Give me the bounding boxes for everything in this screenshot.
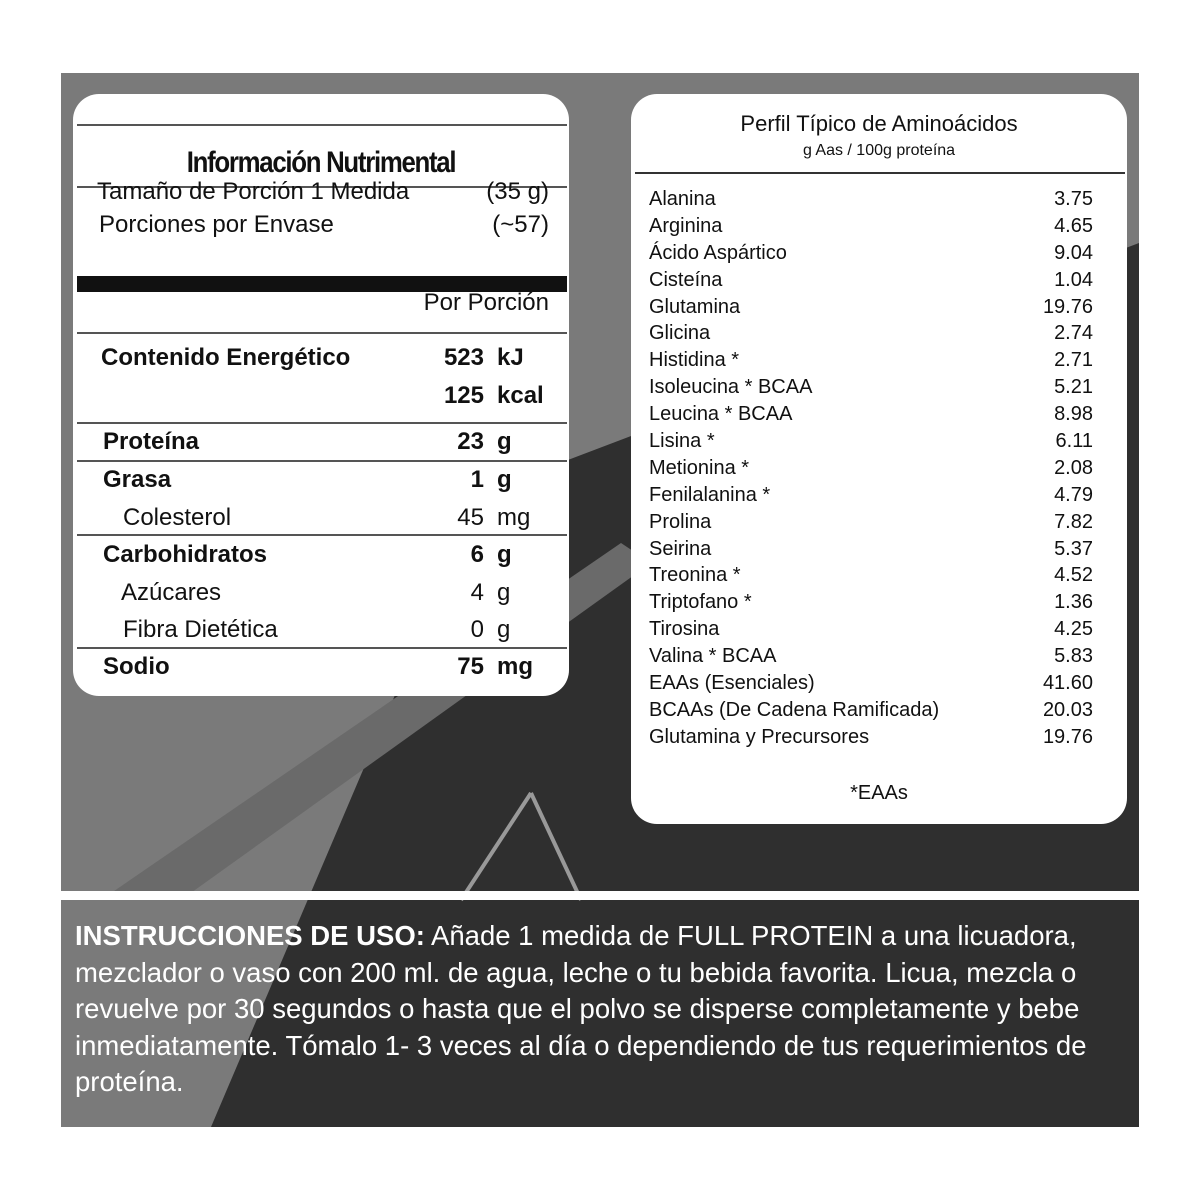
amino-acid-value: 5.83 [1054,645,1093,668]
nutrient-unit: g [497,428,512,455]
amino-acid-name: Arginina [649,214,723,237]
nutrient-unit: g [497,466,512,493]
nutrient-amount: 125 [443,382,484,409]
nutrition-facts-card [73,94,569,696]
divider [77,124,567,126]
usage-instructions [61,900,1139,1127]
amino-acid-value: 5.21 [1054,376,1093,399]
amino-acid-name: Leucina * BCAA [649,403,793,426]
divider-stripe [61,891,1139,900]
nutrient-label-fat: Grasa [103,466,172,493]
nutrient-unit: kJ [497,344,524,371]
amino-acid-row [649,643,1093,670]
amino-acid-profile-card [631,94,1127,824]
amino-acid-row [649,536,1093,563]
nutrient-label-fiber: Fibra Dietética [123,616,278,643]
nutrient-label-sugars: Azúcares [121,579,222,606]
amino-acid-name: Glutamina [649,295,741,318]
amino-acid-name: Treonina * [649,564,741,587]
amino-acid-value: 2.08 [1054,456,1093,479]
amino-acid-name: EAAs (Esenciales) [649,672,815,695]
amino-acid-row [649,428,1093,455]
amino-acid-value: 4.52 [1054,564,1093,587]
amino-footnote: *EAAs [850,782,908,804]
nutrition-title: Información Nutrimental [186,146,456,179]
serving-size-label: Tamaño de Porción 1 Medida [97,178,410,205]
instructions-text: Añade 1 medida de FULL PROTEIN a una licuadora, mezclador o vaso con 200 ml. de agua, leche o tu bebida favorita. Licua, mezcla o revuelve por 30 segundos o hasta que el polvo se disperse completamente y bebe inmediatamente. Tómalo 1- 3 veces al día o dependiendo de tus requerimientos de proteína. [75,920,1087,1097]
amino-acid-value: 4.79 [1054,483,1093,506]
instructions-heading: INSTRUCCIONES DE USO: [75,920,425,951]
nutrient-unit: g [497,579,511,606]
amino-acid-value: 4.65 [1054,214,1093,237]
nutrient-amount: 523 [443,344,484,371]
amino-acid-row [649,670,1093,697]
nutrient-label-protein: Proteína [103,428,200,455]
amino-acid-row [649,186,1093,213]
background-panel [61,73,1139,1127]
amino-acid-value: 20.03 [1042,698,1093,721]
amino-acid-value: 3.75 [1054,188,1093,210]
amino-acid-value: 1.04 [1054,268,1093,291]
amino-acid-row [649,374,1093,401]
amino-acid-value: 4.25 [1054,618,1093,641]
amino-acid-value: 2.74 [1054,322,1093,345]
amino-subtitle: g Aas / 100g proteína [802,142,956,159]
amino-acid-name: Cisteína [649,268,723,291]
amino-acid-name: Prolina [649,510,712,533]
amino-acid-value: 5.37 [1054,537,1093,560]
divider [77,332,567,334]
amino-acid-row [649,616,1093,643]
amino-acid-value: 19.76 [1042,725,1093,748]
amino-acid-name: Glicina [649,322,711,345]
nutrient-amount: 1 [470,466,484,493]
nutrient-amount: 45 [457,504,484,531]
nutrient-label-energy: Contenido Energético [101,344,351,371]
amino-acid-value: 1.36 [1054,591,1093,614]
nutrient-unit: mg [497,653,533,680]
nutrient-unit: g [497,616,511,643]
amino-acid-row [649,294,1093,321]
amino-acid-row [649,347,1093,374]
amino-acid-name: Isoleucina * BCAA [649,376,813,399]
nutrient-amount: 23 [457,428,484,455]
amino-acid-row [649,240,1093,267]
instructions-paragraph [75,918,1125,1101]
divider [77,534,567,536]
divider [635,172,1125,174]
amino-acid-list [649,186,1093,751]
amino-acid-name: Tirosina [649,618,720,641]
amino-acid-name: Fenilalanina * [649,483,771,506]
nutrient-amount: 0 [470,616,484,643]
divider [77,422,567,424]
amino-acid-row [649,482,1093,509]
nutrient-unit: mg [497,504,531,531]
amino-acid-value: 41.60 [1042,672,1093,695]
per-serving-header: Por Porción [423,289,549,316]
amino-acid-name: BCAAs (De Cadena Ramificada) [649,698,940,721]
amino-acid-name: Triptofano * [649,591,752,614]
amino-acid-value: 19.76 [1042,295,1093,318]
amino-acid-row [649,509,1093,536]
amino-title: Perfil Típico de Aminoácidos [740,111,1018,136]
amino-acid-row [649,589,1093,616]
amino-acid-row [649,401,1093,428]
nutrient-unit: kcal [497,382,544,409]
nutrient-unit: g [497,541,512,568]
amino-acid-row [649,724,1093,751]
nutrient-label-sodium: Sodio [103,653,170,680]
amino-acid-name: Alanina [649,188,716,210]
amino-acid-row [649,455,1093,482]
servings-per-container-label: Porciones por Envase [99,211,334,238]
amino-acid-name: Valina * BCAA [649,645,777,668]
amino-acid-value: 7.82 [1054,510,1093,533]
amino-acid-row [649,697,1093,724]
nutrient-amount: 6 [470,541,484,568]
amino-acid-name: Seirina [649,537,712,560]
amino-acid-value: 9.04 [1054,241,1093,264]
amino-acid-row [649,267,1093,294]
nutrient-amount: 4 [470,579,484,606]
nutrient-label-carbohydrates: Carbohidratos [103,541,268,568]
amino-acid-row [649,320,1093,347]
amino-acid-name: Histidina * [649,349,740,372]
servings-per-container-value: (~57) [492,211,549,238]
amino-acid-name: Glutamina y Precursores [649,725,870,748]
amino-acid-name: Metionina * [649,456,750,479]
amino-acid-name: Ácido Aspártico [649,241,787,264]
nutrient-label-cholesterol: Colesterol [123,504,232,531]
divider [77,647,567,649]
amino-acid-value: 2.71 [1054,349,1093,372]
serving-size-value: (35 g) [486,178,549,205]
amino-acid-name: Lisina * [649,430,715,453]
amino-acid-row [649,562,1093,589]
amino-acid-value: 6.11 [1055,430,1093,453]
amino-acid-value: 8.98 [1054,403,1093,426]
amino-acid-row [649,213,1093,240]
nutrient-amount: 75 [457,653,484,680]
divider [77,460,567,462]
